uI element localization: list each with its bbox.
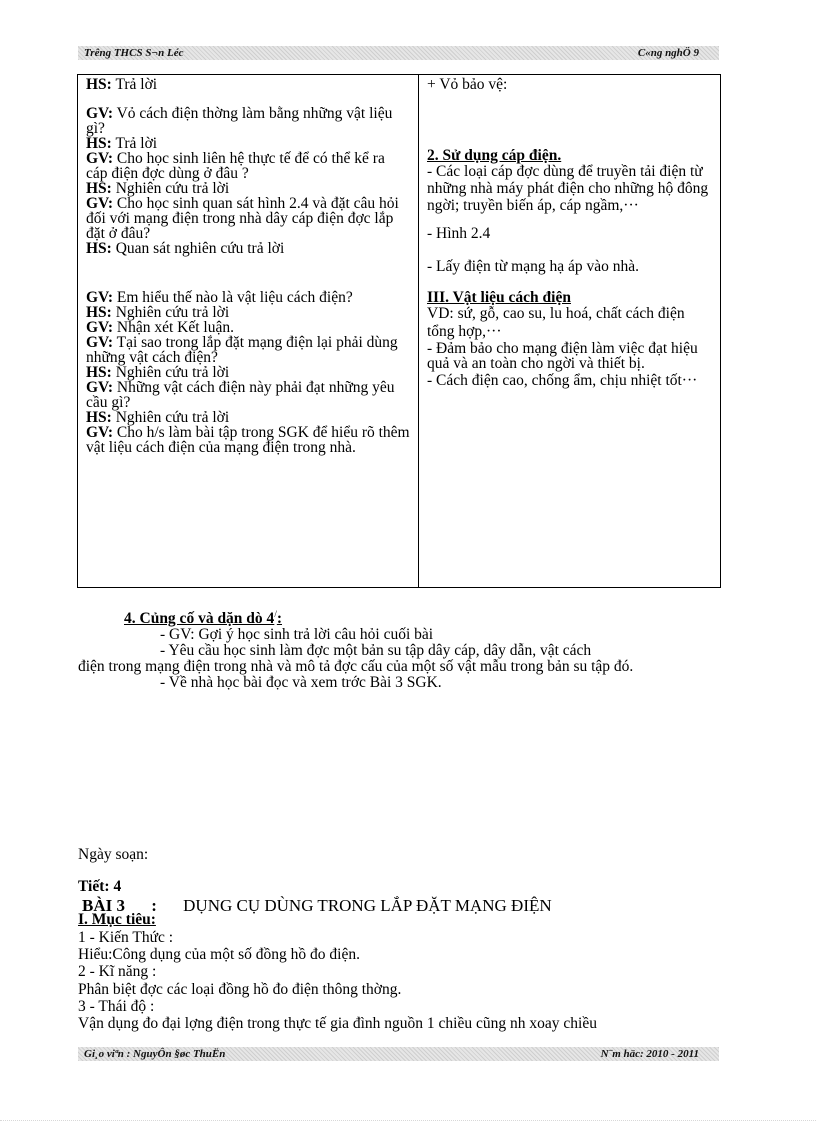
speaker-role: GV: [86, 289, 113, 306]
dialogue-text: Cho học sinh quan sát hình 2.4 và đặt câu hỏi đối với mạng điện trong nhà dây cáp điện đợc lắp đặt ở đâu? [86, 195, 399, 242]
dialogue-text: Nghiên cứu trả lời [111, 304, 230, 321]
lesson-table [77, 74, 721, 588]
footer-school-year: N¨m häc: 2010 - 2011 [600, 1048, 699, 1060]
lesson-title-row: BÀI 3 : DỤNG CỤ DÙNG TRONG LẮP ĐẶT MẠNG ĐIỆN [82, 896, 552, 915]
speaker-role: HS: [86, 240, 112, 257]
page-bottom-rule [0, 1120, 816, 1121]
dialogue-line [86, 425, 410, 455]
page-footer [78, 1047, 719, 1061]
footer-teacher: Gi¸o viªn : NguyÔn §øc ThuËn [84, 1048, 226, 1060]
date-prepared: Ngày soạn: [78, 846, 149, 863]
dialogue-line [86, 410, 410, 425]
section-2-para-1: - Các loại cáp đợc dùng để truyền tải điện từ những nhà máy phát điện cho những hộ đông ngời; truyền biến áp, cáp ngầm,··· [427, 163, 709, 214]
dialogue-text: Trả lời [111, 76, 158, 93]
speaker-role: GV: [86, 150, 113, 167]
skills-title: 2 - Kĩ năng : [78, 963, 157, 980]
dialogue-text: Quan sát nghiên cứu trả lời [111, 240, 285, 257]
section-4-line-2a: - Yêu cầu học sinh làm đợc một bản su tập dây cáp, dây dẫn, vật cách [160, 642, 592, 660]
dialogue-line [86, 136, 410, 151]
speaker-role: GV: [86, 195, 113, 212]
speaker-role: HS: [86, 76, 112, 93]
objectives-title: I. Mục tiêu: [78, 911, 156, 928]
teacher-student-column [78, 75, 419, 588]
dialogue-line [86, 181, 410, 196]
content-column [419, 75, 721, 588]
dialogue-text: Cho học sinh liên hệ thực tế để có thể kể ra cáp điện đợc dùng ở đâu ? [86, 150, 385, 182]
dialogue-line [86, 380, 410, 410]
dialogue-line [86, 365, 410, 380]
dialogue-line [86, 305, 410, 320]
speaker-role: HS: [86, 409, 112, 426]
dialogue-line [86, 196, 410, 241]
dialogue-text: Nhận xét Kết luận. [113, 319, 234, 336]
speaker-role: HS: [86, 364, 112, 381]
speaker-role: GV: [86, 319, 113, 336]
dialogue-text: Nghiên cứu trả lời [111, 409, 230, 426]
dialogue-line [86, 77, 410, 92]
page-header [78, 46, 719, 60]
dialogue-line [86, 151, 410, 181]
skills-text: Phân biệt đợc các loại đồng hồ đo điện thông thờng. [78, 981, 402, 998]
section-4-line-2b: điện trong mạng điện trong nhà và mô tả đợc cấu của một số vật mẫu trong bản su tập đó. [78, 658, 634, 676]
section-3-para-1: VD: sứ, gỗ, cao su, lu hoá, chất cách điện tổng hợp,··· [427, 305, 685, 340]
dialogue-line [86, 106, 410, 136]
lesson-number: BÀI 3 [82, 896, 125, 915]
dialogue-text: Cho h/s làm bài tập trong SGK để hiểu rõ thêm vật liệu cách điện của mạng điện trong nhà. [86, 424, 410, 456]
section-2-title: 2. Sử dụng cáp điện. [427, 147, 562, 164]
knowledge-title: 1 - Kiến Thức : [78, 929, 174, 946]
speaker-role: GV: [86, 105, 113, 122]
dialogue-text: Nghiên cứu trả lời [111, 364, 230, 381]
dialogue-text: Vỏ cách điện thờng làm bằng những vật liệu gì? [86, 105, 393, 137]
knowledge-text: Hiểu:Công dụng của một số đồng hồ đo điện. [78, 946, 360, 963]
section-2-para-2: - Hình 2.4 [427, 225, 491, 242]
dialogue-text: Nghiên cứu trả lời [111, 180, 230, 197]
speaker-role: GV: [86, 379, 113, 396]
protective-sheath-item: + Vỏ bảo vệ: [427, 76, 508, 93]
speaker-role: GV: [86, 334, 113, 351]
speaker-role: HS: [86, 180, 112, 197]
speaker-role: HS: [86, 304, 112, 321]
speaker-role: HS: [86, 135, 112, 152]
dialogue-line [86, 241, 410, 256]
header-subject: C«ng nghÖ 9 [637, 47, 699, 59]
section-3-title: III. Vật liệu cách điện [427, 289, 571, 306]
dialogue-text: Trả lời [111, 135, 158, 152]
section-4-title: 4. Củng cố và dặn dò 4/: [124, 609, 282, 628]
lesson-title: DỤNG CỤ DÙNG TRONG LẮP ĐẶT MẠNG ĐIỆN [183, 896, 552, 915]
attitude-text: Vận dụng đo đại lợng điện trong thực tế gia đình nguồn 1 chiều cũng nh xoay chiều [78, 1015, 597, 1032]
speaker-role: GV: [86, 424, 113, 441]
section-3-para-2: - Đảm bảo cho mạng điện làm việc đạt hiệu quả và an toàn cho ngời và thiết bị. [427, 340, 698, 372]
dialogue-text: Những vật cách điện này phải đạt những yêu cầu gì? [86, 379, 395, 411]
section-4 [78, 606, 723, 691]
section-4-line-3: - Về nhà học bài đọc và xem trớc Bài 3 SGK. [160, 674, 442, 692]
dialogue-text: Tại sao trong lắp đặt mạng điện lại phải dùng những vật cách điện? [86, 334, 398, 366]
section-4-line-1: - GV: Gợi ý học sinh trả lời câu hỏi cuối bài [160, 626, 434, 644]
section-3-para-3: - Cách điện cao, chống ẩm, chịu nhiệt tốt··· [427, 372, 698, 389]
section-2-para-3: - Lấy điện từ mạng hạ áp vào nhà. [427, 258, 639, 275]
dialogue-line [86, 335, 410, 365]
dialogue-text: Em hiểu thế nào là vật liệu cách điện? [113, 289, 353, 306]
dialogue-line [86, 290, 410, 305]
dialogue-line [86, 320, 410, 335]
attitude-title: 3 - Thái độ : [78, 998, 155, 1015]
lesson-period: Tiết: 4 [78, 878, 122, 895]
header-school: Trêng THCS S¬n Léc [84, 47, 184, 59]
